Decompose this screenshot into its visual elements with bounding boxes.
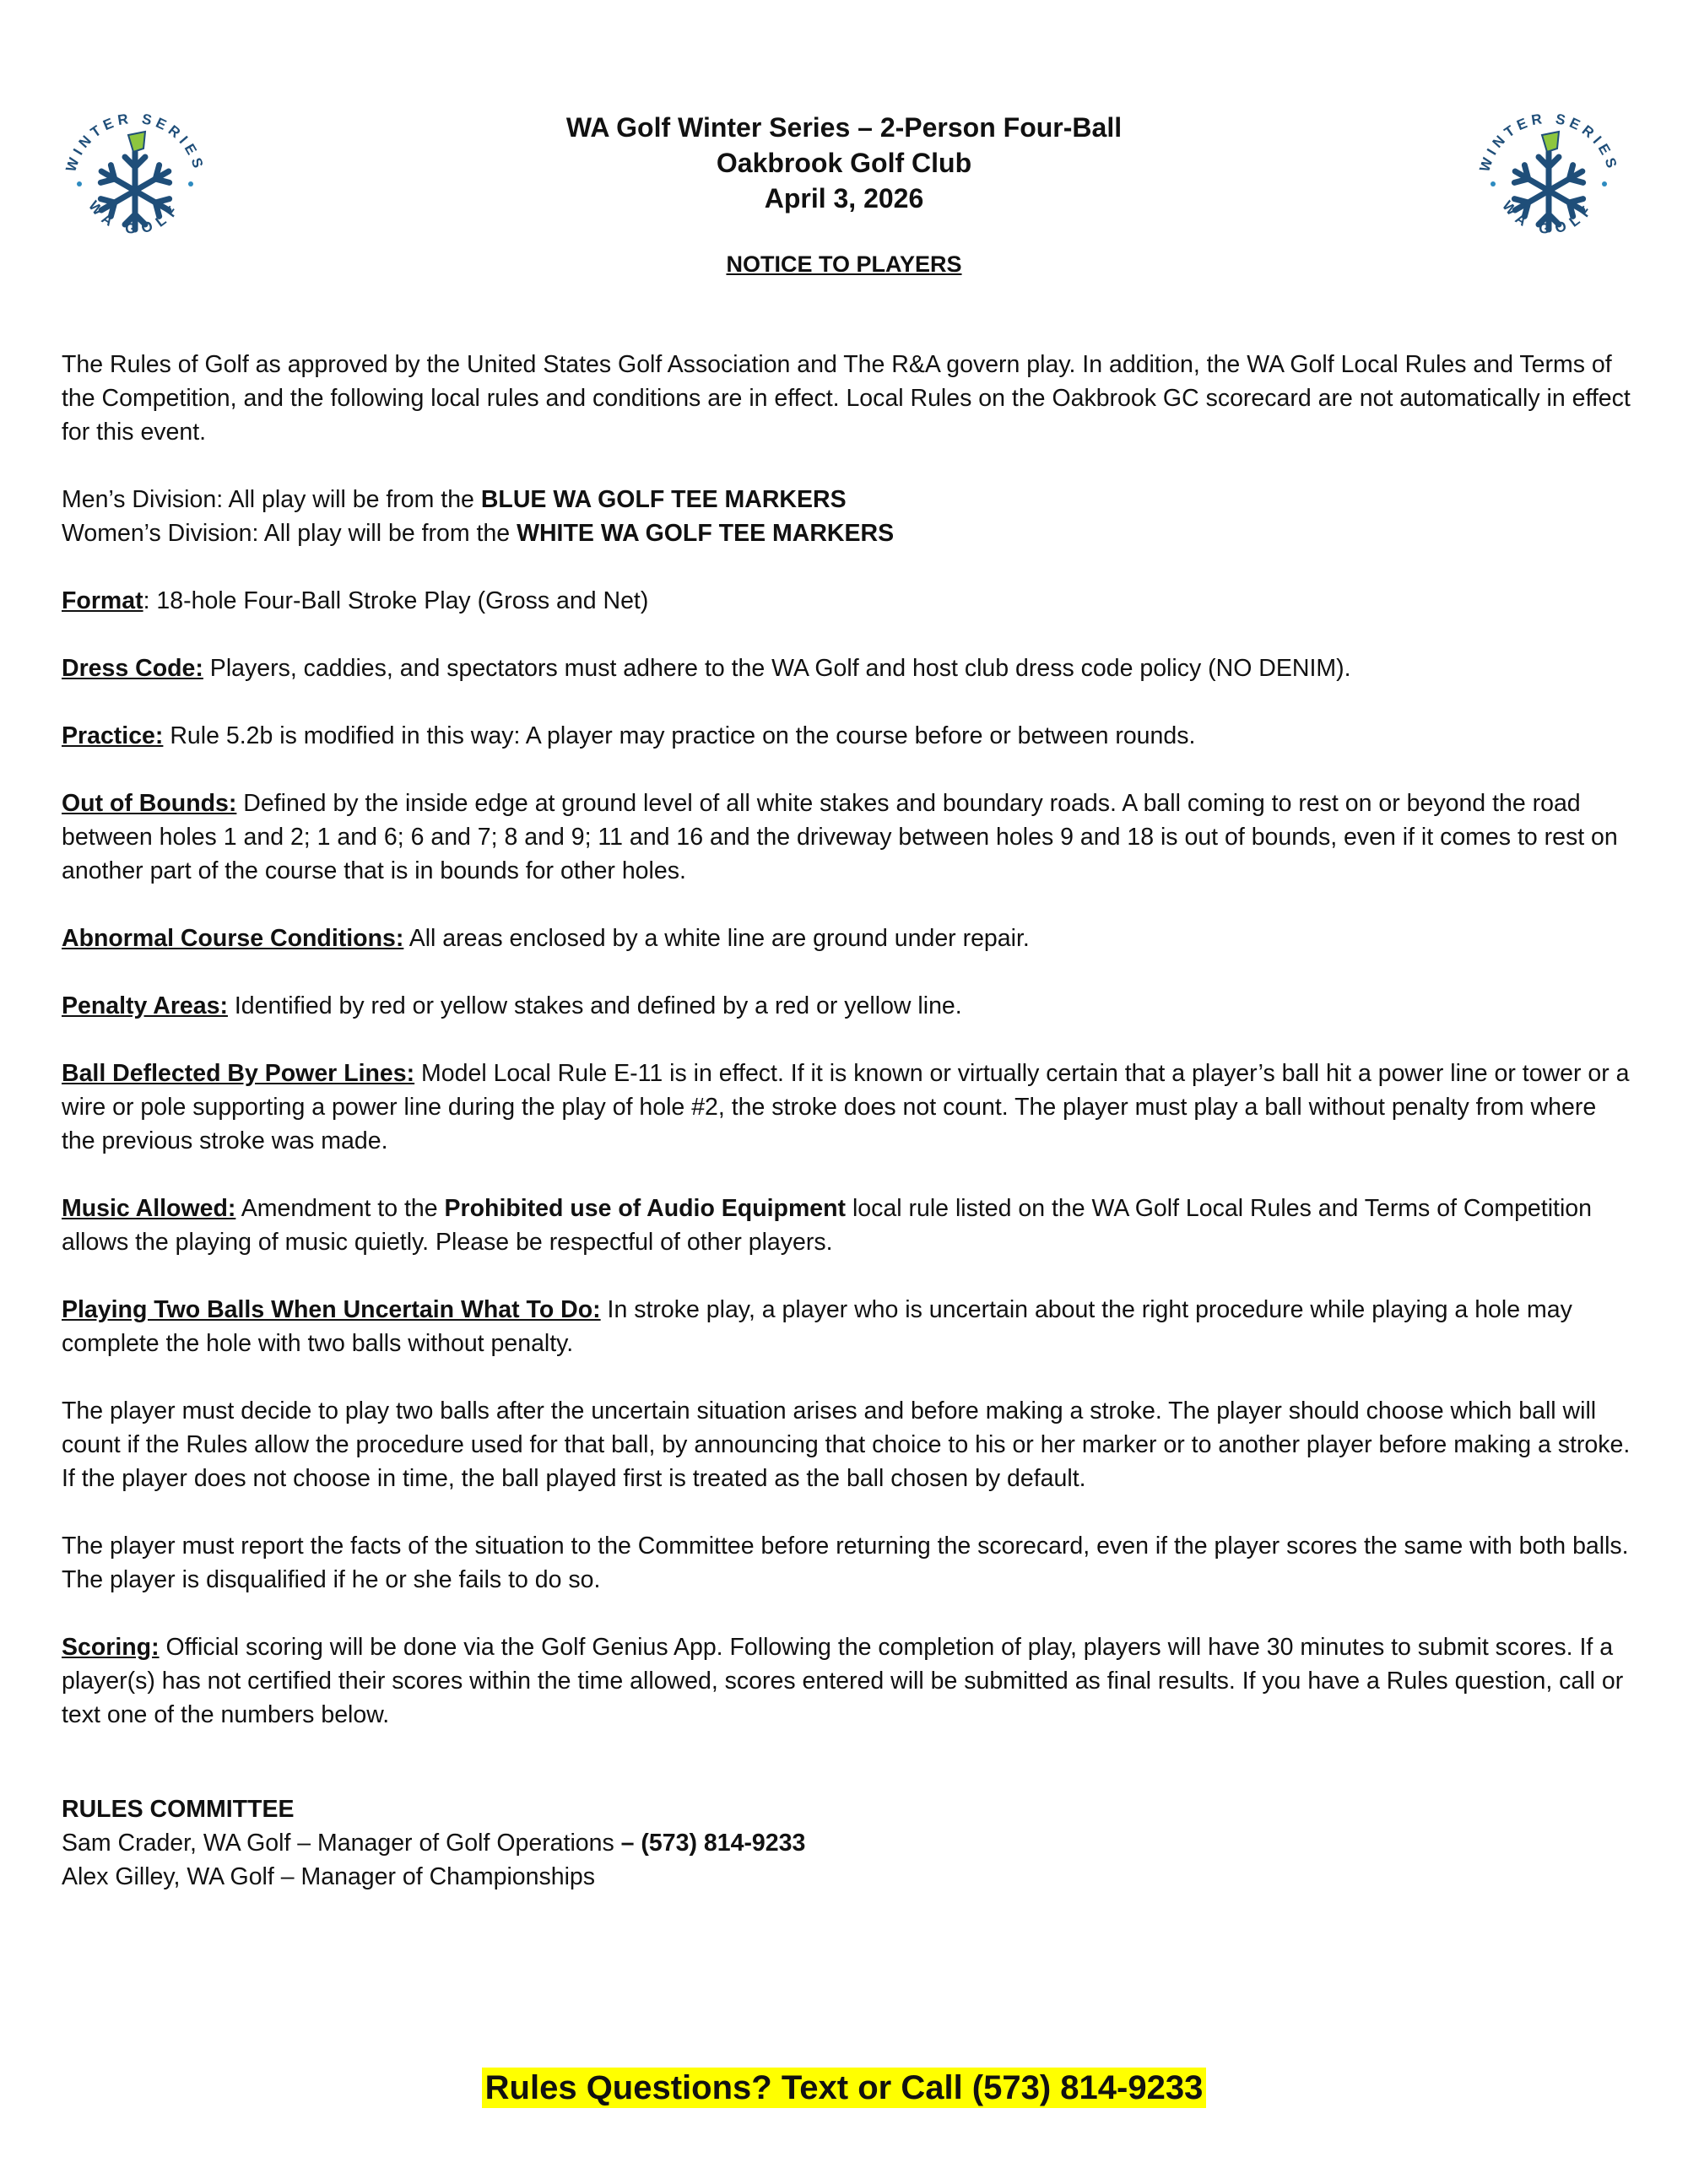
intro-paragraph: The Rules of Golf as approved by the United States Golf Association and The R&A govern play. In addition, the WA Golf Local Rules and Terms of the Competition, and the following local rules and conditions are in effect. Local Rules on the Oakbrook GC scorecard are not automatically in effect for this event. — [62, 351, 1631, 446]
abnormal-conditions-label: Abnormal Course Conditions: — [62, 925, 404, 952]
svg-text:WINTER SERIES: WINTER SERIES — [1476, 110, 1621, 174]
dress-code-text: Players, caddies, and spectators must adhere to the WA Golf and host club dress code policy (NO DENIM). — [203, 655, 1351, 682]
committee-title: RULES COMMITTEE — [62, 1796, 295, 1823]
committee-member-phone: – (573) 814-9233 — [614, 1830, 806, 1857]
scoring-text: Official scoring will be done via the Golf Genius App. Following the completion of play, players will have 30 minutes to submit scores. If a player(s) has not certified their scores within the time allowed, scores entered will be submitted as final results. If you have a Rules question, call or text one of the numbers below. — [62, 1634, 1624, 1728]
event-title: WA Golf Winter Series – 2-Person Four-Ball — [565, 112, 1123, 143]
abnormal-conditions-rule — [62, 922, 1631, 955]
format-text: : 18-hole Four-Ball Stroke Play (Gross and Net) — [143, 587, 649, 614]
scoring-label: Scoring: — [62, 1634, 160, 1661]
event-venue: Oakbrook Golf Club — [716, 148, 972, 178]
practice-text: Rule 5.2b is modified in this way: A player may practice on the course before or between rounds. — [163, 722, 1196, 749]
format-label: Format — [62, 587, 143, 614]
committee-member — [62, 1826, 1631, 1860]
svg-text:WA GOLF: WA GOLF — [85, 197, 185, 237]
practice-label: Practice: — [62, 722, 164, 749]
two-balls-label: Playing Two Balls When Uncertain What To Do: — [62, 1296, 601, 1323]
winter-series-logo — [51, 100, 219, 268]
committee-member-name: Sam Crader, WA Golf – Manager of Golf Operations — [62, 1830, 614, 1857]
scoring-rule — [62, 1630, 1631, 1732]
music-rule-name: Prohibited use of Audio Equipment — [444, 1195, 847, 1222]
music-rule — [62, 1192, 1631, 1259]
notice-body — [62, 348, 1631, 1732]
penalty-areas-text: Identified by red or yellow stakes and defined by a red or yellow line. — [227, 992, 962, 1019]
event-header — [422, 110, 1266, 216]
power-lines-text: Model Local Rule E-11 is in effect. If it is known or virtually certain that a player’s ball hit a power line or tower or a wire or pole supporting a power line during the play of hole #2, the stroke does not count. The player must play a ball without penalty from where the previous stroke was made. — [62, 1060, 1630, 1154]
practice-rule — [62, 719, 1631, 753]
women-division-prefix: Women’s Division: All play will be from the — [62, 520, 517, 547]
svg-text:WA GOLF: WA GOLF — [1499, 197, 1599, 237]
power-lines-rule — [62, 1057, 1631, 1158]
committee-member-name: Alex Gilley, WA Golf – Manager of Championships — [62, 1863, 596, 1890]
women-division-tees: WHITE WA GOLF TEE MARKERS — [517, 520, 895, 547]
out-of-bounds-text: Defined by the inside edge at ground level of all white stakes and boundary roads. A ball coming to rest on or beyond the road between holes 1 and 2; 1 and 6; 6 and 7; 8 and 9; 11 and 16 and the driveway between holes 9 and 18 is out of bounds, even if it comes to rest on another part of the course that is in bounds for other holes. — [62, 790, 1618, 884]
two-balls-paragraph-2: The player must decide to play two balls after the uncertain situation arises and before making a stroke. The player should choose which ball will count if the Rules allow the procedure used for that ball, by announcing that choice to his or her marker or to another player before making a stroke. If the player does not choose in time, the ball played first is treated as the ball chosen by default. — [62, 1397, 1631, 1492]
rules-committee — [62, 1792, 1631, 1894]
dress-code-rule — [62, 651, 1631, 685]
winter-series-logo — [1464, 100, 1633, 268]
music-label: Music Allowed: — [62, 1195, 236, 1222]
svg-text:WINTER SERIES: WINTER SERIES — [62, 110, 208, 174]
rules-questions-banner — [0, 2069, 1688, 2107]
abnormal-conditions-text: All areas enclosed by a white line are ground under repair. — [403, 925, 1030, 952]
divisions — [62, 483, 1631, 550]
dress-code-label: Dress Code: — [62, 655, 203, 682]
out-of-bounds-label: Out of Bounds: — [62, 790, 237, 817]
two-balls-rule — [62, 1293, 1631, 1360]
music-text-before: Amendment to the — [235, 1195, 445, 1222]
penalty-areas-label: Penalty Areas: — [62, 992, 228, 1019]
two-balls-text: In stroke play, a player who is uncertain about the right procedure while playing a hole may complete the hole with two balls without penalty. — [62, 1296, 1572, 1357]
format-rule — [62, 584, 1631, 618]
committee-member — [62, 1860, 1631, 1894]
event-date: April 3, 2026 — [764, 183, 924, 214]
music-text-after: local rule listed on the WA Golf Local Rules and Terms of Competition allows the playing of music quietly. Please be respectful of other players. — [62, 1195, 1592, 1256]
penalty-areas-rule — [62, 989, 1631, 1023]
rules-questions-text: Rules Questions? Text or Call (573) 814-9233 — [482, 2068, 1207, 2108]
power-lines-label: Ball Deflected By Power Lines: — [62, 1060, 415, 1087]
men-division-prefix: Men’s Division: All play will be from the — [62, 486, 481, 513]
notice-title: NOTICE TO PLAYERS — [726, 251, 962, 277]
men-division-tees: BLUE WA GOLF TEE MARKERS — [480, 486, 847, 513]
two-balls-paragraph-3: The player must report the facts of the situation to the Committee before returning the scorecard, even if the player scores the same with both balls. The player is disqualified if he or she fails to do so. — [62, 1533, 1629, 1593]
out-of-bounds-rule — [62, 787, 1631, 888]
